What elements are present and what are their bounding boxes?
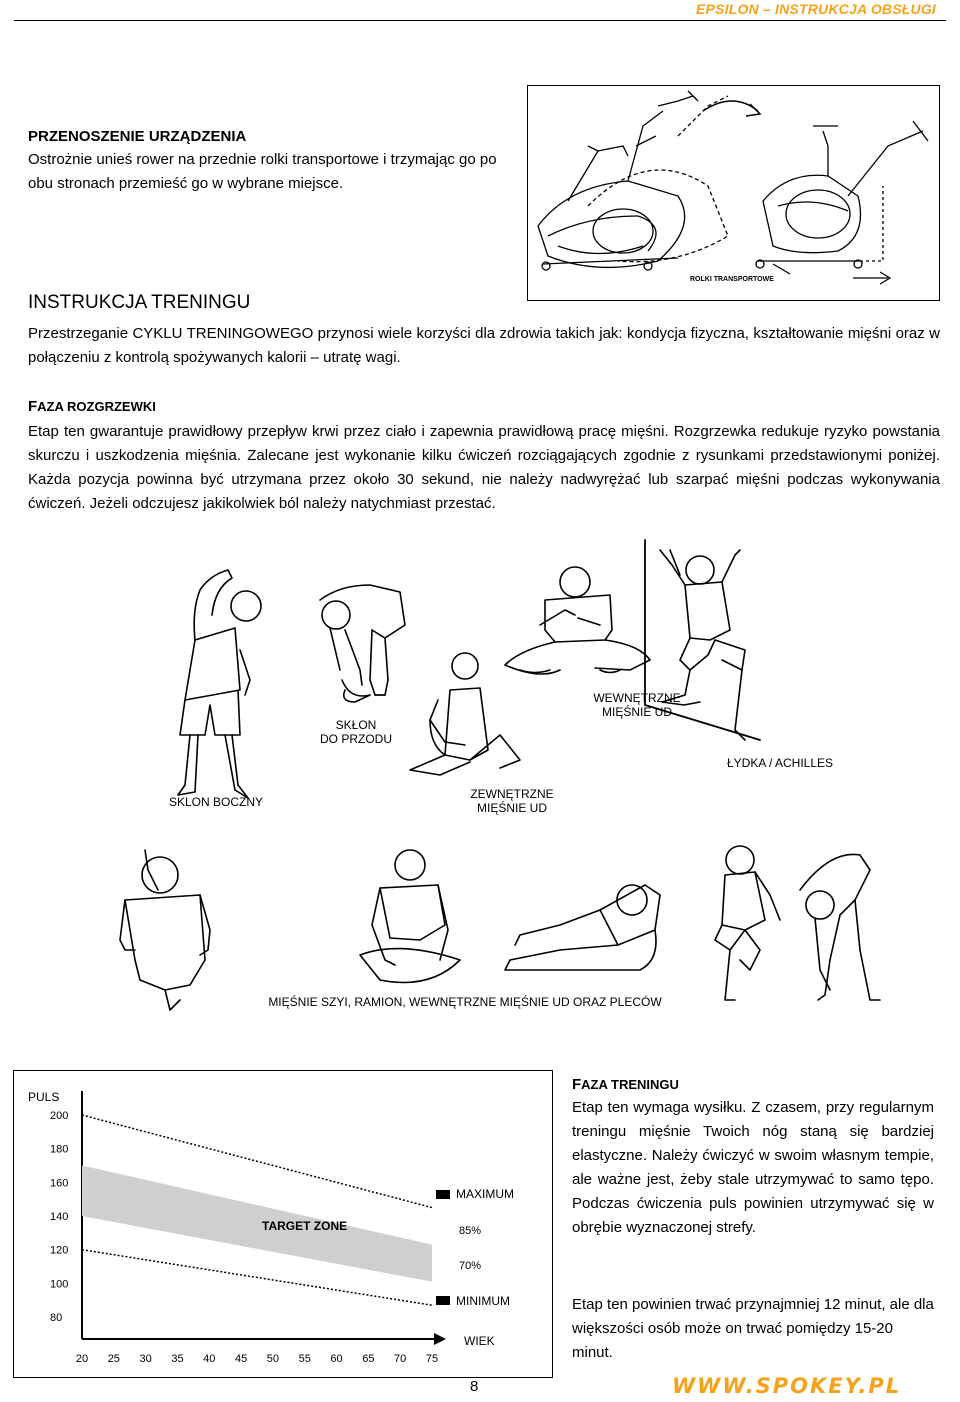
chart-y-tick-label: 140: [50, 1211, 69, 1223]
warmup-text: Etap ten gwarantuje prawidłowy przepływ krwi przez ciało i zapewnia prawidłową pracę mięśni. Rozgrzewka redukuje ryzyko powstania skurczu i uszkodzenia mięśnia. Zalecane jest wykonanie kilku ćwiczeń rozciągających zgodnie z rysunkami przedstawionymi poniżej. Każda pozycja powinna być utrzymana przez około 30 sekund, nie należy nadwyrężać lub szarpać mięśni podczas wykonywania ćwiczeń. Jeżeli odczujesz jakikolwiek ból należy natychmiast przestać.: [28, 423, 940, 512]
label-forward-bend-1: SKŁON: [335, 718, 377, 732]
chart-target-zone-band: [82, 1166, 432, 1282]
transport-text: Ostrożnie unieś rower na przednie rolki transportowe i trzymając go po obu stronach przemieść go w wybrane miejsce.: [28, 151, 497, 192]
warmup-heading-initial: F: [28, 398, 38, 415]
label-side-bend: SKLON BOCZNY: [168, 795, 264, 809]
chart-x-tick-label: 70: [394, 1353, 407, 1365]
stretching-drawings: [0, 530, 960, 1030]
outer-thigh-figure: [410, 653, 520, 775]
label-forward-bend-2: DO PRZODU: [320, 732, 392, 746]
chart-y-tick-label: 180: [50, 1143, 69, 1156]
label-outer-thigh-2: MIĘŚNIE UD: [476, 801, 547, 815]
neck-stretch-figure: [120, 850, 210, 1010]
header-rule: [14, 20, 946, 21]
chart-x-tick-label: 20: [75, 1353, 89, 1365]
chart-legend-maximum: MAXIMUM: [456, 1187, 514, 1201]
transport-wheels-label: ROLKI TRANSPORTOWE: [690, 276, 774, 283]
forward-bend-figure: [320, 585, 405, 702]
inner-thigh-figure: [505, 567, 650, 674]
training-phase-heading-rest: AZA TRENINGU: [581, 1077, 679, 1092]
document-title: EPSILON – INSTRUKCJA OBSŁUGI: [696, 1, 936, 17]
chart-legend-maximum-swatch: [436, 1190, 450, 1199]
warmup-heading-rest: AZA ROZGRZEWKI: [37, 399, 156, 414]
bike-drawing: [528, 86, 939, 300]
chart-y-tick-label: 200: [50, 1110, 69, 1122]
label-calf: ŁYDKA / ACHILLES: [726, 756, 834, 770]
chart-y-tick-label: 100: [50, 1278, 69, 1291]
chart-x-tick-label: 35: [171, 1353, 184, 1365]
chart-x-tick-label: 40: [203, 1353, 216, 1365]
brand-logo: WWW.SPOKEY.PL: [672, 1374, 902, 1398]
toe-touch-figure: [800, 854, 880, 1000]
label-forward-bend: [316, 718, 396, 746]
chart-y-tick-label: 80: [50, 1312, 63, 1324]
chart-x-tick-label: 65: [362, 1353, 375, 1365]
stretching-figures: [0, 530, 960, 1030]
label-outer-thigh-1: ZEWNĘTRZNE: [470, 787, 554, 801]
chart-y-label: PULS: [28, 1090, 60, 1104]
chart-x-axis-arrow: [434, 1333, 446, 1345]
label-neck-row: MIĘŚNIE SZYI, RAMION, WEWNĘTRZNE MIĘŚNIE UD ORAZ PLECÓW: [268, 995, 662, 1009]
chart-target-zone-label: TARGET ZONE: [262, 1219, 348, 1233]
chart-y-tick-label: 160: [50, 1177, 69, 1190]
chart-legend-minimum-swatch: [436, 1296, 450, 1305]
quad-stretch-figure: [715, 846, 780, 1000]
training-phase-heading: [572, 1076, 679, 1093]
chart-legend-85: 85%: [459, 1225, 482, 1237]
chart-x-label: WIEK: [464, 1334, 495, 1348]
training-phase-text: Etap ten wymaga wysiłku. Z czasem, przy regularnym treningu mięśnie Twoich nóg staną się bardziej elastyczne. Należy ćwiczyć w swoim własnym tempie, ale ważne jest, żeby stale utrzymywać to samo tępo. Podczas ćwiczenia puls powinien utrzymywać się w obrębie wyznaczonej strefy.: [572, 1099, 934, 1236]
chart-legend-minimum: MINIMUM: [456, 1294, 510, 1308]
heart-rate-chart-svg: [14, 1071, 552, 1377]
label-inner-thigh: [587, 691, 687, 719]
label-inner-thigh-1: WEWNĘTRZNE: [593, 691, 681, 705]
chart-legend-70: 70%: [459, 1260, 482, 1272]
chart-y-tick-label: 120: [50, 1244, 69, 1257]
training-heading: INSTRUKCJA TRENINGU: [28, 292, 251, 313]
transport-heading: PRZENOSZENIE URZĄDZENIA: [28, 128, 247, 145]
chart-x-tick-label: 60: [330, 1353, 343, 1365]
seated-reach-figure: [505, 885, 660, 970]
page-number: 8: [470, 1378, 479, 1395]
chart-x-tick-label: 75: [425, 1353, 439, 1365]
bike-transport-illustration: [527, 85, 940, 301]
chart-x-tick-label: 55: [298, 1353, 311, 1365]
label-outer-thigh: [462, 787, 562, 815]
warmup-heading: [28, 398, 156, 415]
page-header: [0, 0, 960, 24]
chart-x-tick-label: 30: [139, 1353, 152, 1365]
chart-x-tick-label: 25: [107, 1353, 120, 1365]
training-text: Przestrzeganie CYKLU TRENINGOWEGO przynosi wiele korzyści dla zdrowia takich jak: kondycja fizyczna, kształtowanie mięśni oraz w połączeniu z kontrolą spożywanych kalorii – utratę wagi.: [28, 325, 940, 366]
heart-rate-chart: [13, 1070, 553, 1378]
chart-x-tick-label: 50: [266, 1353, 280, 1365]
label-inner-thigh-2: MIĘŚNIE UD: [601, 705, 672, 719]
chart-x-tick-label: 45: [234, 1353, 248, 1365]
side-bend-figure: [178, 570, 261, 798]
training-phase-heading-initial: F: [572, 1076, 582, 1093]
seated-stretch-figure: [360, 850, 460, 983]
training-phase-duration-text: Etap ten powinien trwać przynajmniej 12 minut, ale dla większości osób może on trwać pomiędzy 15-20 minut.: [572, 1296, 934, 1361]
